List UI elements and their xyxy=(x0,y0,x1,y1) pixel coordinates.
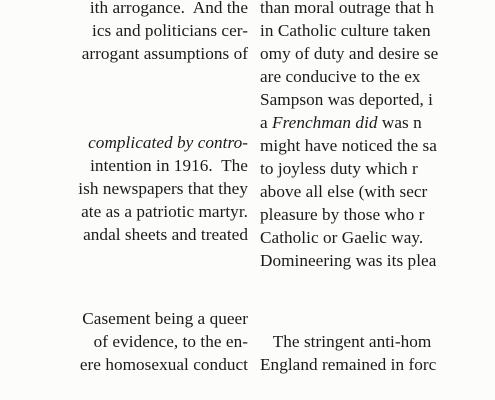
left-line-2: ics and politicians cer- xyxy=(92,21,248,40)
right-line-10: pleasure by those who r xyxy=(260,205,425,224)
left-line-9: ate as a patriotic martyr. xyxy=(81,202,248,221)
right-line-7: might have noticed the sa xyxy=(260,136,437,155)
left-line-13: Casement being a queer xyxy=(82,309,248,328)
left-line-6: complicated by contro- xyxy=(88,133,248,152)
right-line-9: above all else (with secr xyxy=(260,182,428,201)
right-line-8: to joyless duty which r xyxy=(260,159,418,178)
right-line-2: in Catholic culture taken xyxy=(260,21,431,40)
left-line-7: intention in 1916. The xyxy=(90,156,248,175)
left-line-10: andal sheets and treated xyxy=(83,225,248,244)
right-line-11: Catholic or Gaelic way. xyxy=(260,228,424,247)
right-line-15: England remained in forc xyxy=(260,355,437,374)
right-line-4: are conducive to the ex xyxy=(260,67,421,86)
right-line-12: Domineering was its plea xyxy=(260,251,437,270)
right-line-5: Sampson was deported, i xyxy=(260,90,433,109)
right-line-3: omy of duty and desire se xyxy=(260,44,439,63)
right-line-1: than moral outrage that h xyxy=(260,0,435,17)
left-line-15: ere homosexual conduct xyxy=(79,355,248,374)
right-line-6: a Frenchman did was n xyxy=(260,113,422,132)
left-line-8: ish newspapers that they xyxy=(78,179,248,198)
right-line-14: The stringent anti-hom xyxy=(260,332,432,351)
left-line-14: of evidence, to the en- xyxy=(93,332,248,351)
left-line-1: ith arrogance. And the xyxy=(89,0,248,17)
left-line-3: arrogant assumptions of xyxy=(81,44,248,63)
